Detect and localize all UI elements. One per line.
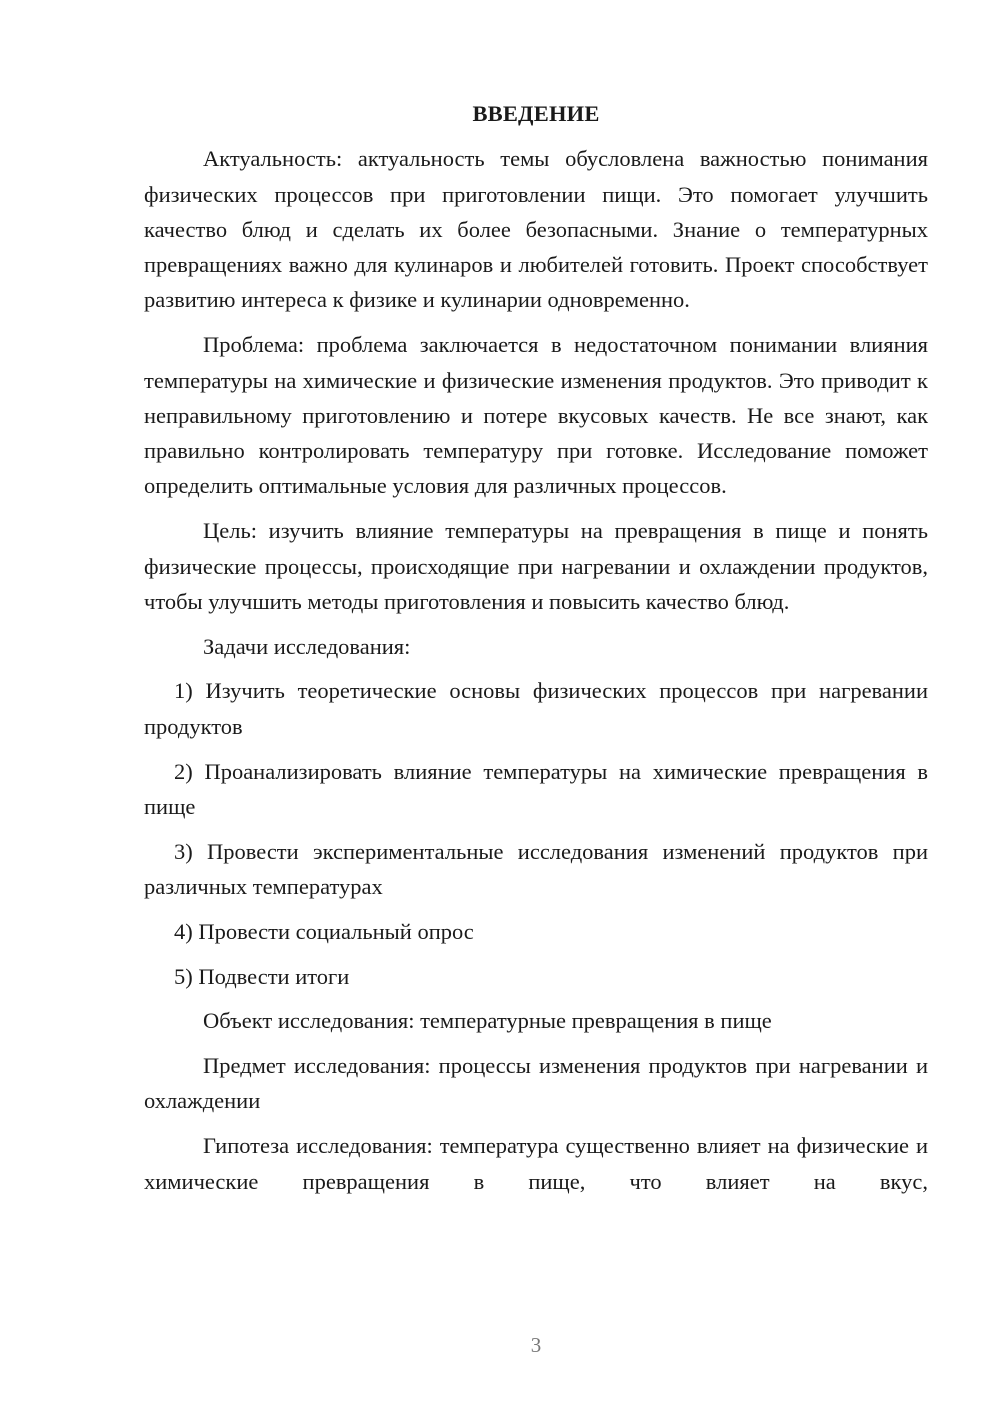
task-item-3: 3) Провести экспериментальные исследования изменений продуктов при различных температурах xyxy=(144,838,928,899)
page-body xyxy=(144,96,928,1208)
paragraph-goal: Цель: изучить влияние температуры на превращения в пище и понять физические процессы, происходящие при нагревании и охлаждении продуктов, чтобы улучшить методы приготовления и повысить качество блюд. xyxy=(144,518,928,614)
paragraph-hypothesis: Гипотеза исследования: температура существенно влияет на физические и химические превращения в пище, что влияет на вкус, xyxy=(144,1133,928,1194)
paragraph-subject: Предмет исследования: процессы изменения продуктов при нагревании и охлаждении xyxy=(144,1053,928,1114)
paragraph-relevance: Актуальность: актуальность темы обусловлена важностью понимания физических процессов при приготовлении пищи. Это помогает улучшить качество блюд и сделать их более безопасными. Знание о температурных превращениях важно для кулинаров и любителей готовить. Проект способствует развитию интереса к физике и кулинарии одновременно. xyxy=(144,146,928,313)
task-item-1: 1) Изучить теоретические основы физических процессов при нагревании продуктов xyxy=(144,678,928,739)
section-heading: ВВЕДЕНИЕ xyxy=(472,101,600,126)
task-item-4: 4) Провести социальный опрос xyxy=(174,918,474,944)
task-item-2: 2) Проанализировать влияние температуры на химические превращения в пище xyxy=(144,758,928,819)
paragraph-tasks-intro: Задачи исследования: xyxy=(203,633,411,659)
task-item-5: 5) Подвести итоги xyxy=(174,963,350,989)
page-number: 3 xyxy=(530,1333,542,1357)
paragraph-problem: Проблема: проблема заключается в недостаточном понимании влияния температуры на химические и физические изменения продуктов. Это приводит к неправильному приготовлению и потере вкусовых качеств. Не все знают, как правильно контролировать температуру при готовке. Исследование поможет определить оптимальные условия для различных процессов. xyxy=(144,332,928,499)
paragraph-object: Объект исследования: температурные превращения в пище xyxy=(203,1008,772,1034)
